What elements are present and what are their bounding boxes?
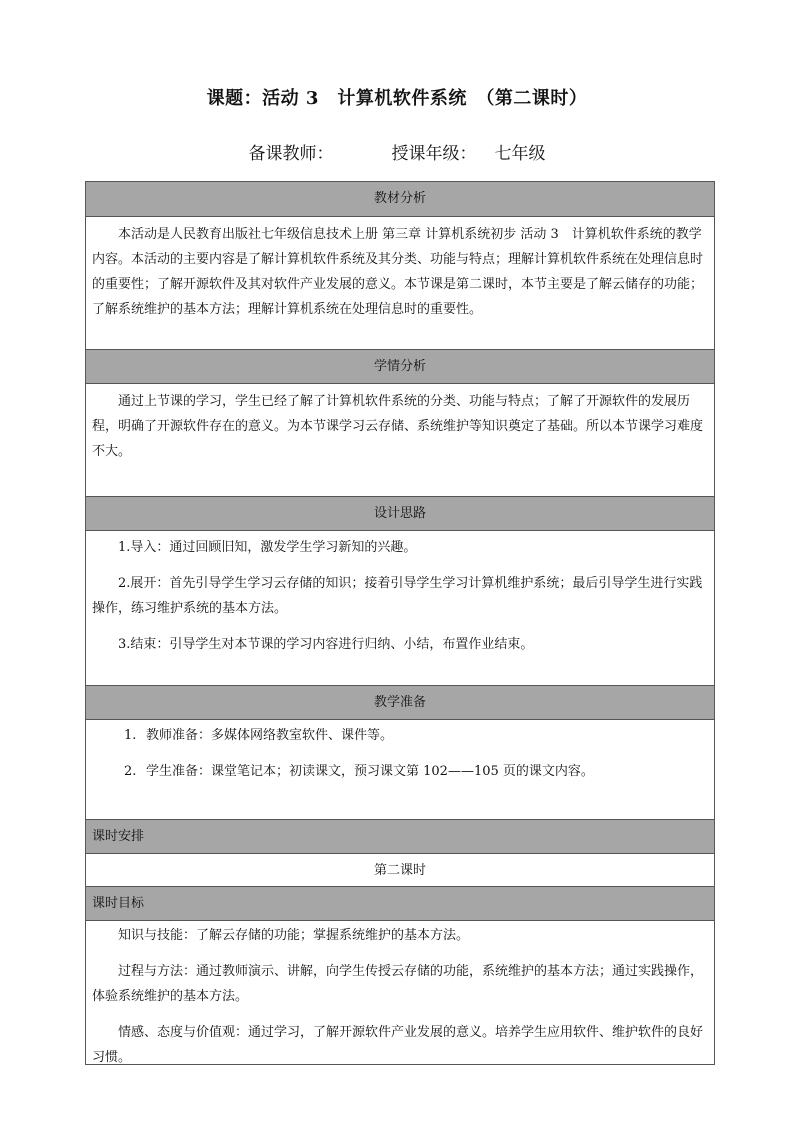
prep-item-2: 2. 学生准备：课堂笔记本；初读课文，预习课文第 102——105 页的课文内容。 (124, 764, 594, 779)
section-body-prep (86, 719, 714, 819)
section-body-goals (86, 920, 714, 1064)
schedule-value: 第二课时 (86, 853, 714, 886)
section-header-prep: 教学准备 (86, 685, 714, 719)
design-step-1: 1.导入：通过回顾旧知，激发学生学习新知的兴趣。 (118, 540, 417, 555)
section-body-design (86, 530, 714, 685)
teacher-label: 备课教师： (248, 144, 334, 164)
section-header-students: 学情分析 (86, 349, 714, 383)
goal-attitude: 情感、态度与价值观：通过学习，了解开源软件产业发展的意义。培养学生应用软件、维护软件的良好习惯。 (92, 1025, 704, 1065)
textbook-analysis-text: 本活动是人民教育出版社七年级信息技术上册 第三章 计算机系统初步 活动 3 计算机软件系统的教学内容。本活动的主要内容是了解计算机软件系统及其分类、功能与特点；理解计算机软件系统在处理信息时的重要性；了解开源软件及其对软件产业发展的意义。本节课是第二课时，本节主要是了解云储存的功能；了解系统维护的基本方法；理解计算机系统在处理信息时的重要性。 (92, 227, 704, 317)
grade-value: 七年级 (494, 144, 546, 164)
title-text: 课题：活动 3 计算机软件系统 （第二课时） (206, 88, 588, 109)
student-analysis-text: 通过上节课的学习，学生已经了解了计算机软件系统的分类、功能与特点；了解了开源软件的发展历程，明确了开源软件存在的意义。为本节课学习云存储、系统维护等知识奠定了基础。所以本节课学习难度不大。 (92, 394, 704, 459)
grade-label: 授课年级： (391, 144, 477, 164)
prep-item-1: 1. 教师准备：多媒体网络教室软件、课件等。 (124, 728, 394, 743)
meta-line (0, 139, 794, 164)
section-header-design: 设计思路 (86, 496, 714, 530)
section-body-textbook (86, 216, 714, 349)
section-header-textbook: 教材分析 (86, 182, 714, 216)
section-body-students (86, 383, 714, 496)
section-header-schedule: 课时安排 (86, 819, 714, 853)
section-header-goals: 课时目标 (86, 886, 714, 920)
lesson-plan-table (85, 181, 715, 1065)
goal-process: 过程与方法：通过教师演示、讲解，向学生传授云存储的功能，系统维护的基本方法；通过实践操作，体验系统维护的基本方法。 (92, 964, 704, 1004)
page-title (0, 84, 794, 110)
design-step-3: 3.结束：引导学生对本节课的学习内容进行归纳、小结，布置作业结束。 (118, 637, 534, 652)
goal-knowledge: 知识与技能：了解云存储的功能；掌握系统维护的基本方法。 (118, 928, 470, 943)
design-step-2: 2.展开：首先引导学生学习云存储的知识；接着引导学生学习计算机维护系统；最后引导学生进行实践操作，练习维护系统的基本方法。 (92, 576, 703, 616)
